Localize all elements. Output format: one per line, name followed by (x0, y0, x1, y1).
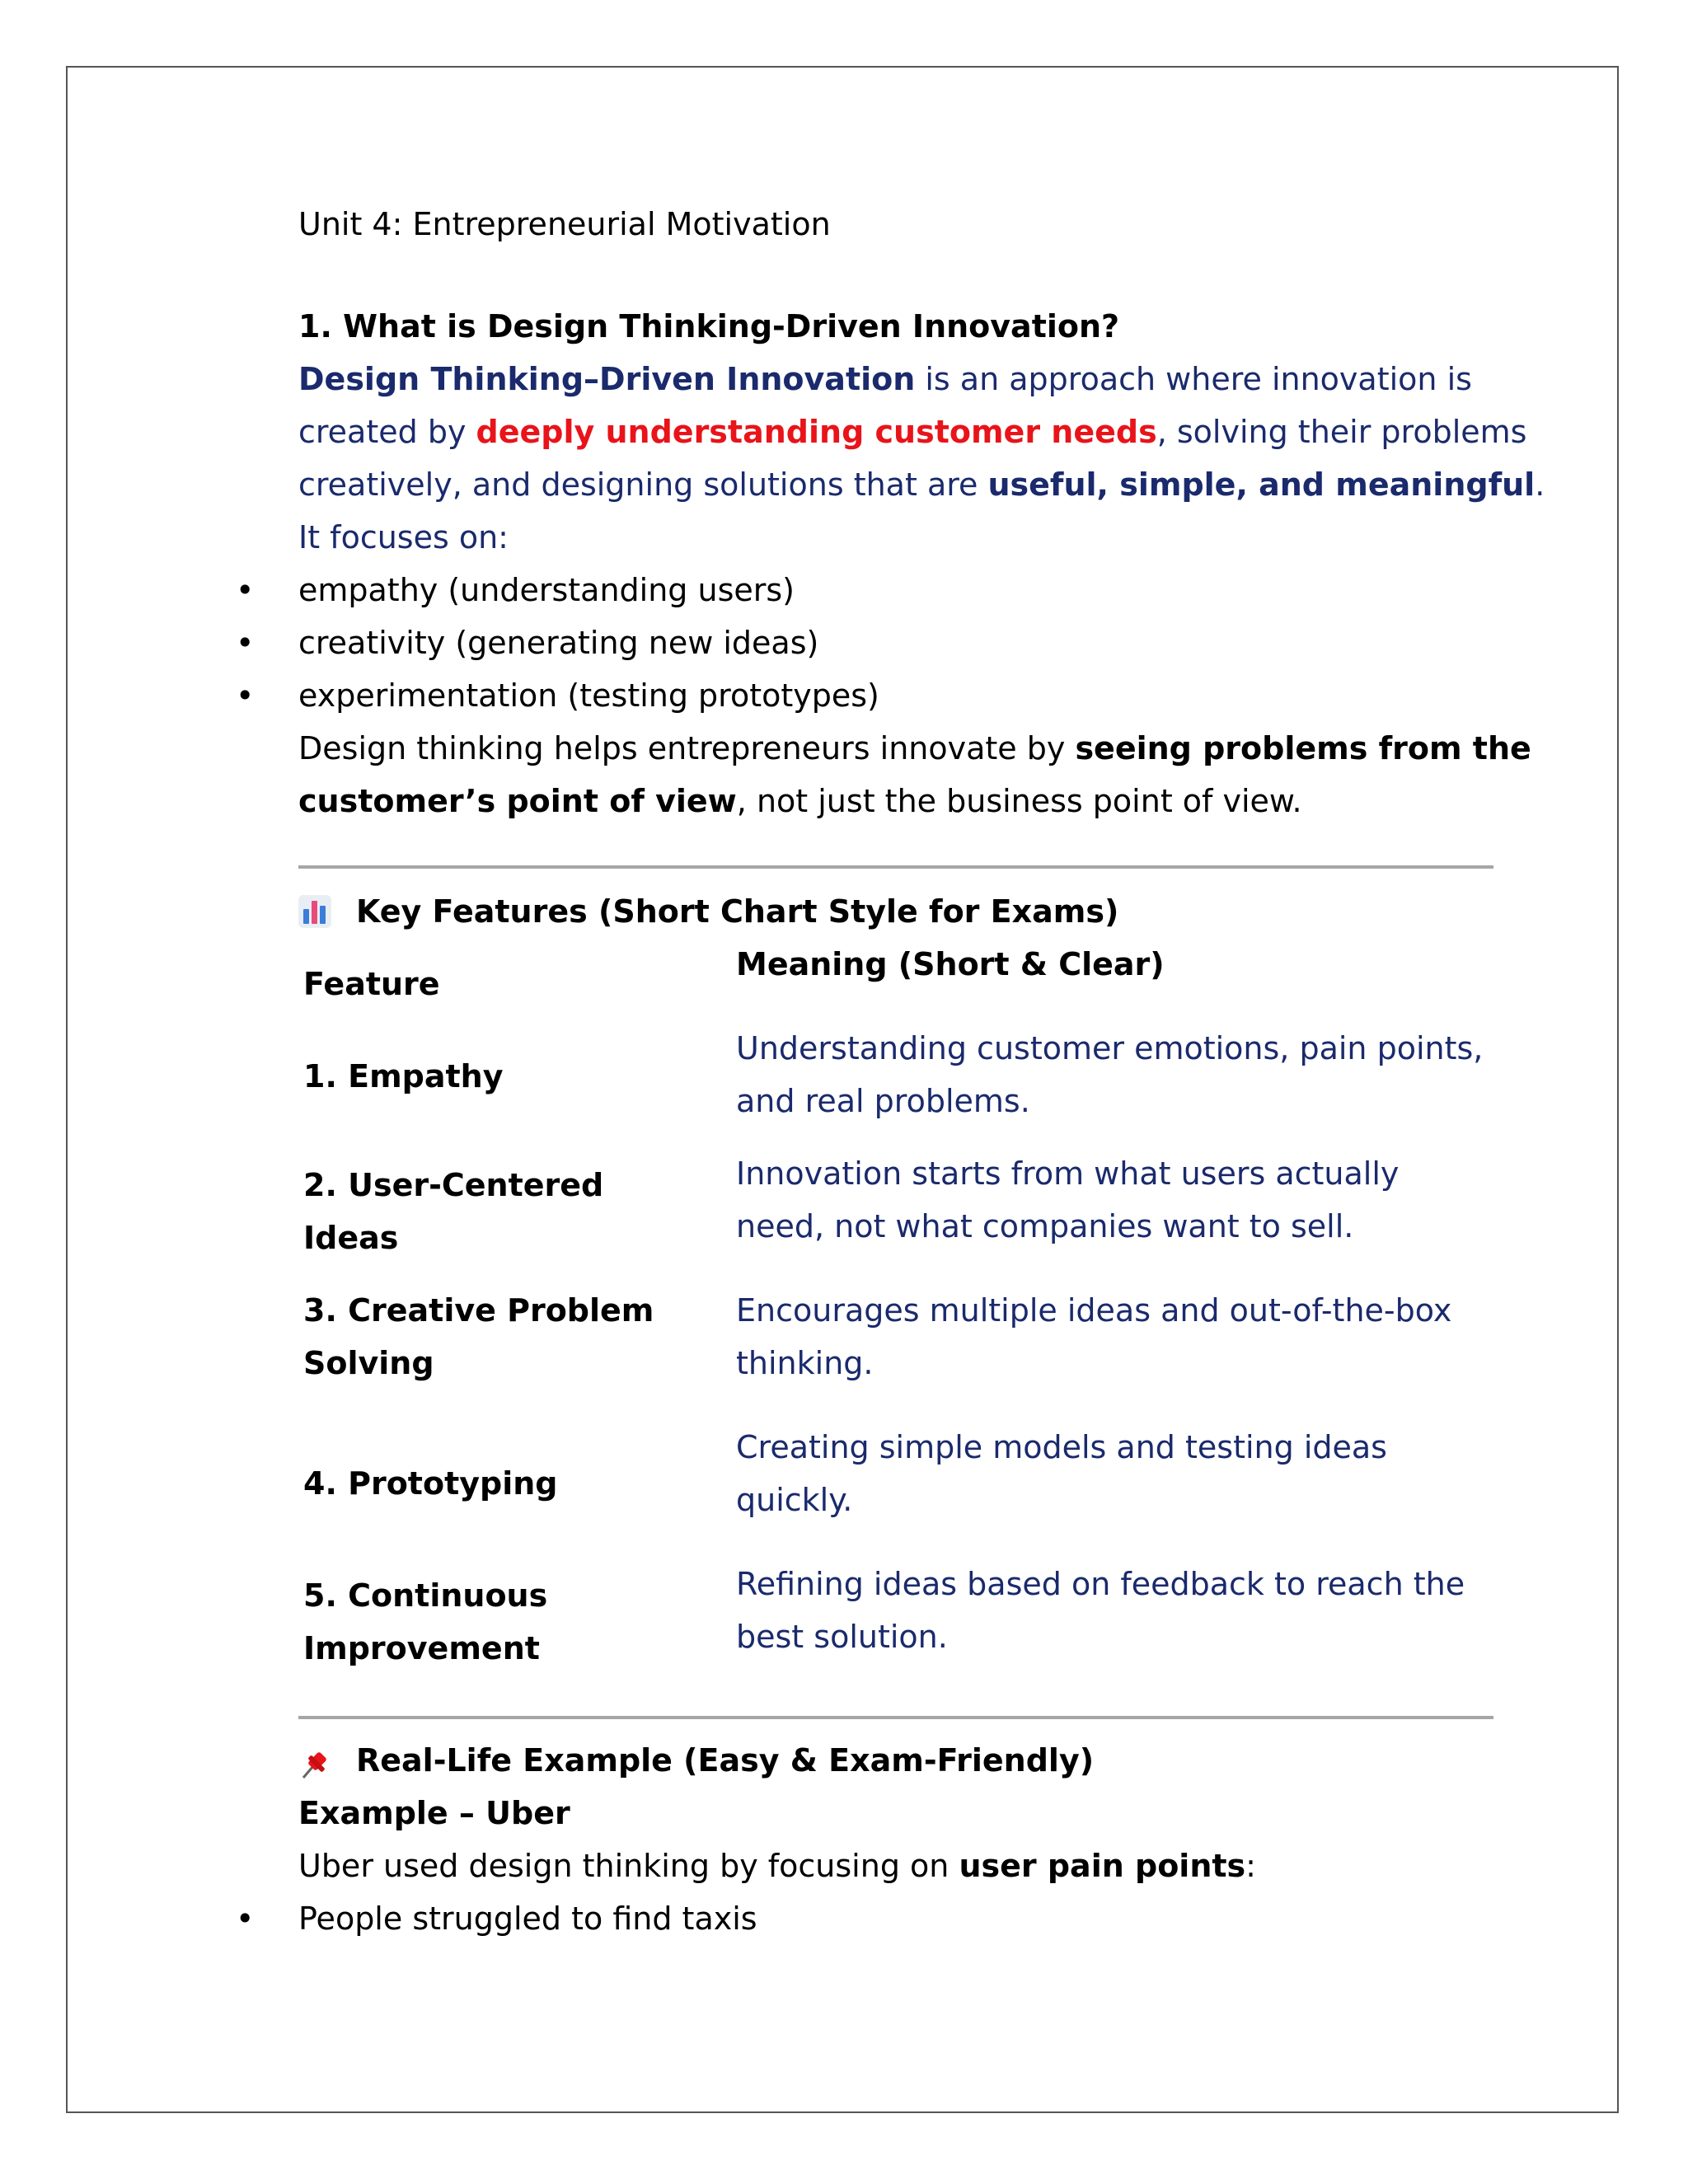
example-intro: Uber used design thinking by focusing on user pain points: (298, 1848, 1256, 1884)
table-row: 3. Creative Problem Solving Encourages multiple ideas and out-of-the-box thinking. (303, 1292, 1452, 1381)
list-item: • experimentation (testing prototypes) (298, 669, 1493, 722)
summary-line-2: customer’s point of view, not just the business point of view. (298, 783, 1302, 819)
document-body (298, 198, 1545, 1945)
list-item: • creativity (generating new ideas) (298, 616, 1493, 669)
definition-term: Design Thinking–Driven Innovation (298, 361, 916, 397)
unit-title: Unit 4: Entrepreneurial Motivation (298, 206, 831, 242)
features-table (303, 938, 1498, 1694)
table-row: 5. Continuous Improvement Refining ideas based on feedback to reach the best solution. (303, 1566, 1465, 1666)
column-header-meaning: Meaning (Short & Clear) (736, 946, 1165, 982)
table-row: 4. Prototyping Creating simple models and testing ideas quickly. (303, 1429, 1387, 1518)
list-item: • People struggled to find taxis (298, 1892, 1493, 1945)
features-heading: Key Features (Short Chart Style for Exams) (298, 885, 1493, 938)
table-header-row (303, 938, 1498, 1010)
column-header-feature: Feature (303, 966, 440, 1002)
example-subheading: Example – Uber (298, 1795, 570, 1831)
table-row: 2. User-Centered Ideas Innovation starts from what users actually need, not what companies want to sell. (303, 1155, 1400, 1256)
definition-line-1: Design Thinking–Driven Innovation is an approach where innovation is (298, 361, 1472, 397)
q1-heading: 1. What is Design Thinking-Driven Innovation? (298, 308, 1120, 344)
highlight-customer-needs: deeply understanding customer needs (476, 414, 1157, 450)
table-row: 1. Empathy Understanding customer emotions, pain points, and real problems. (303, 1030, 1484, 1119)
example-heading: Real-Life Example (Easy & Exam-Friendly) (298, 1734, 1493, 1787)
bar-chart-icon (298, 895, 331, 928)
definition-line-2: created by deeply understanding customer needs, solving their problems (298, 414, 1527, 450)
list-item: • empathy (understanding users) (298, 564, 1493, 616)
pushpin-icon (298, 1744, 331, 1777)
highlight-useful-simple: useful, simple, and meaningful (987, 466, 1536, 503)
summary-line-1: Design thinking helps entrepreneurs innovate by seeing problems from the (298, 730, 1531, 766)
definition-line-3: creatively, and designing solutions that are useful, simple, and meaningful. (298, 466, 1545, 503)
focus-intro: It focuses on: (298, 519, 509, 555)
